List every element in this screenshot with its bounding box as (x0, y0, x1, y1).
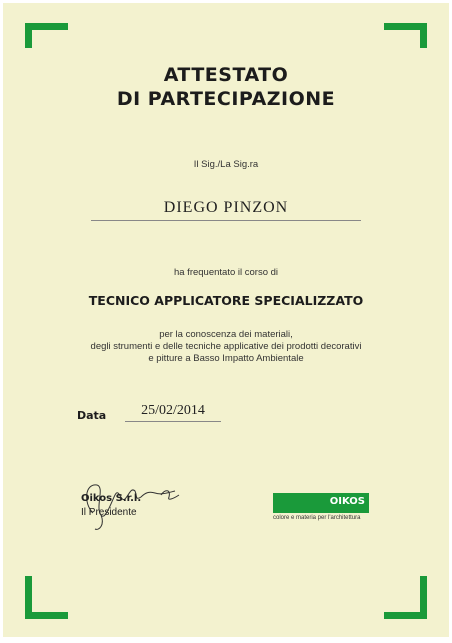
course-description (3, 329, 449, 365)
description-line: degli strumenti e delle tecniche applicative dei prodotti decorativi (90, 341, 362, 352)
corner-bracket-top-left (25, 23, 68, 48)
date-value: 25/02/2014 (125, 403, 221, 422)
salutation: Il Sig./La Sig.ra (193, 159, 259, 170)
corner-bracket-bottom-right (384, 576, 427, 619)
description-line: per la conoscenza dei materiali, (159, 329, 293, 340)
company-name: Oikos S.r.l. (81, 493, 142, 504)
title-line-2: DI PARTECIPAZIONE (116, 88, 336, 110)
recipient-name: DIEGO PINZON (91, 199, 361, 221)
corner-bracket-bottom-left (25, 576, 68, 619)
signatory-role: Il Presidente (81, 507, 137, 518)
course-name: TECNICO APPLICATORE SPECIALIZZATO (88, 293, 364, 308)
oikos-logo (273, 493, 369, 513)
description-line: e pitture a Basso Impatto Ambientale (148, 353, 304, 364)
date-label: Data (77, 409, 107, 422)
course-intro: ha frequentato il corso di (173, 267, 279, 278)
logo-text: OIKOS (329, 496, 365, 507)
logo-tagline: colore e materia per l'architettura (273, 515, 361, 521)
certificate-page (3, 3, 449, 637)
certificate-title (3, 63, 449, 111)
title-line-1: ATTESTATO (163, 64, 289, 86)
corner-bracket-top-right (384, 23, 427, 48)
